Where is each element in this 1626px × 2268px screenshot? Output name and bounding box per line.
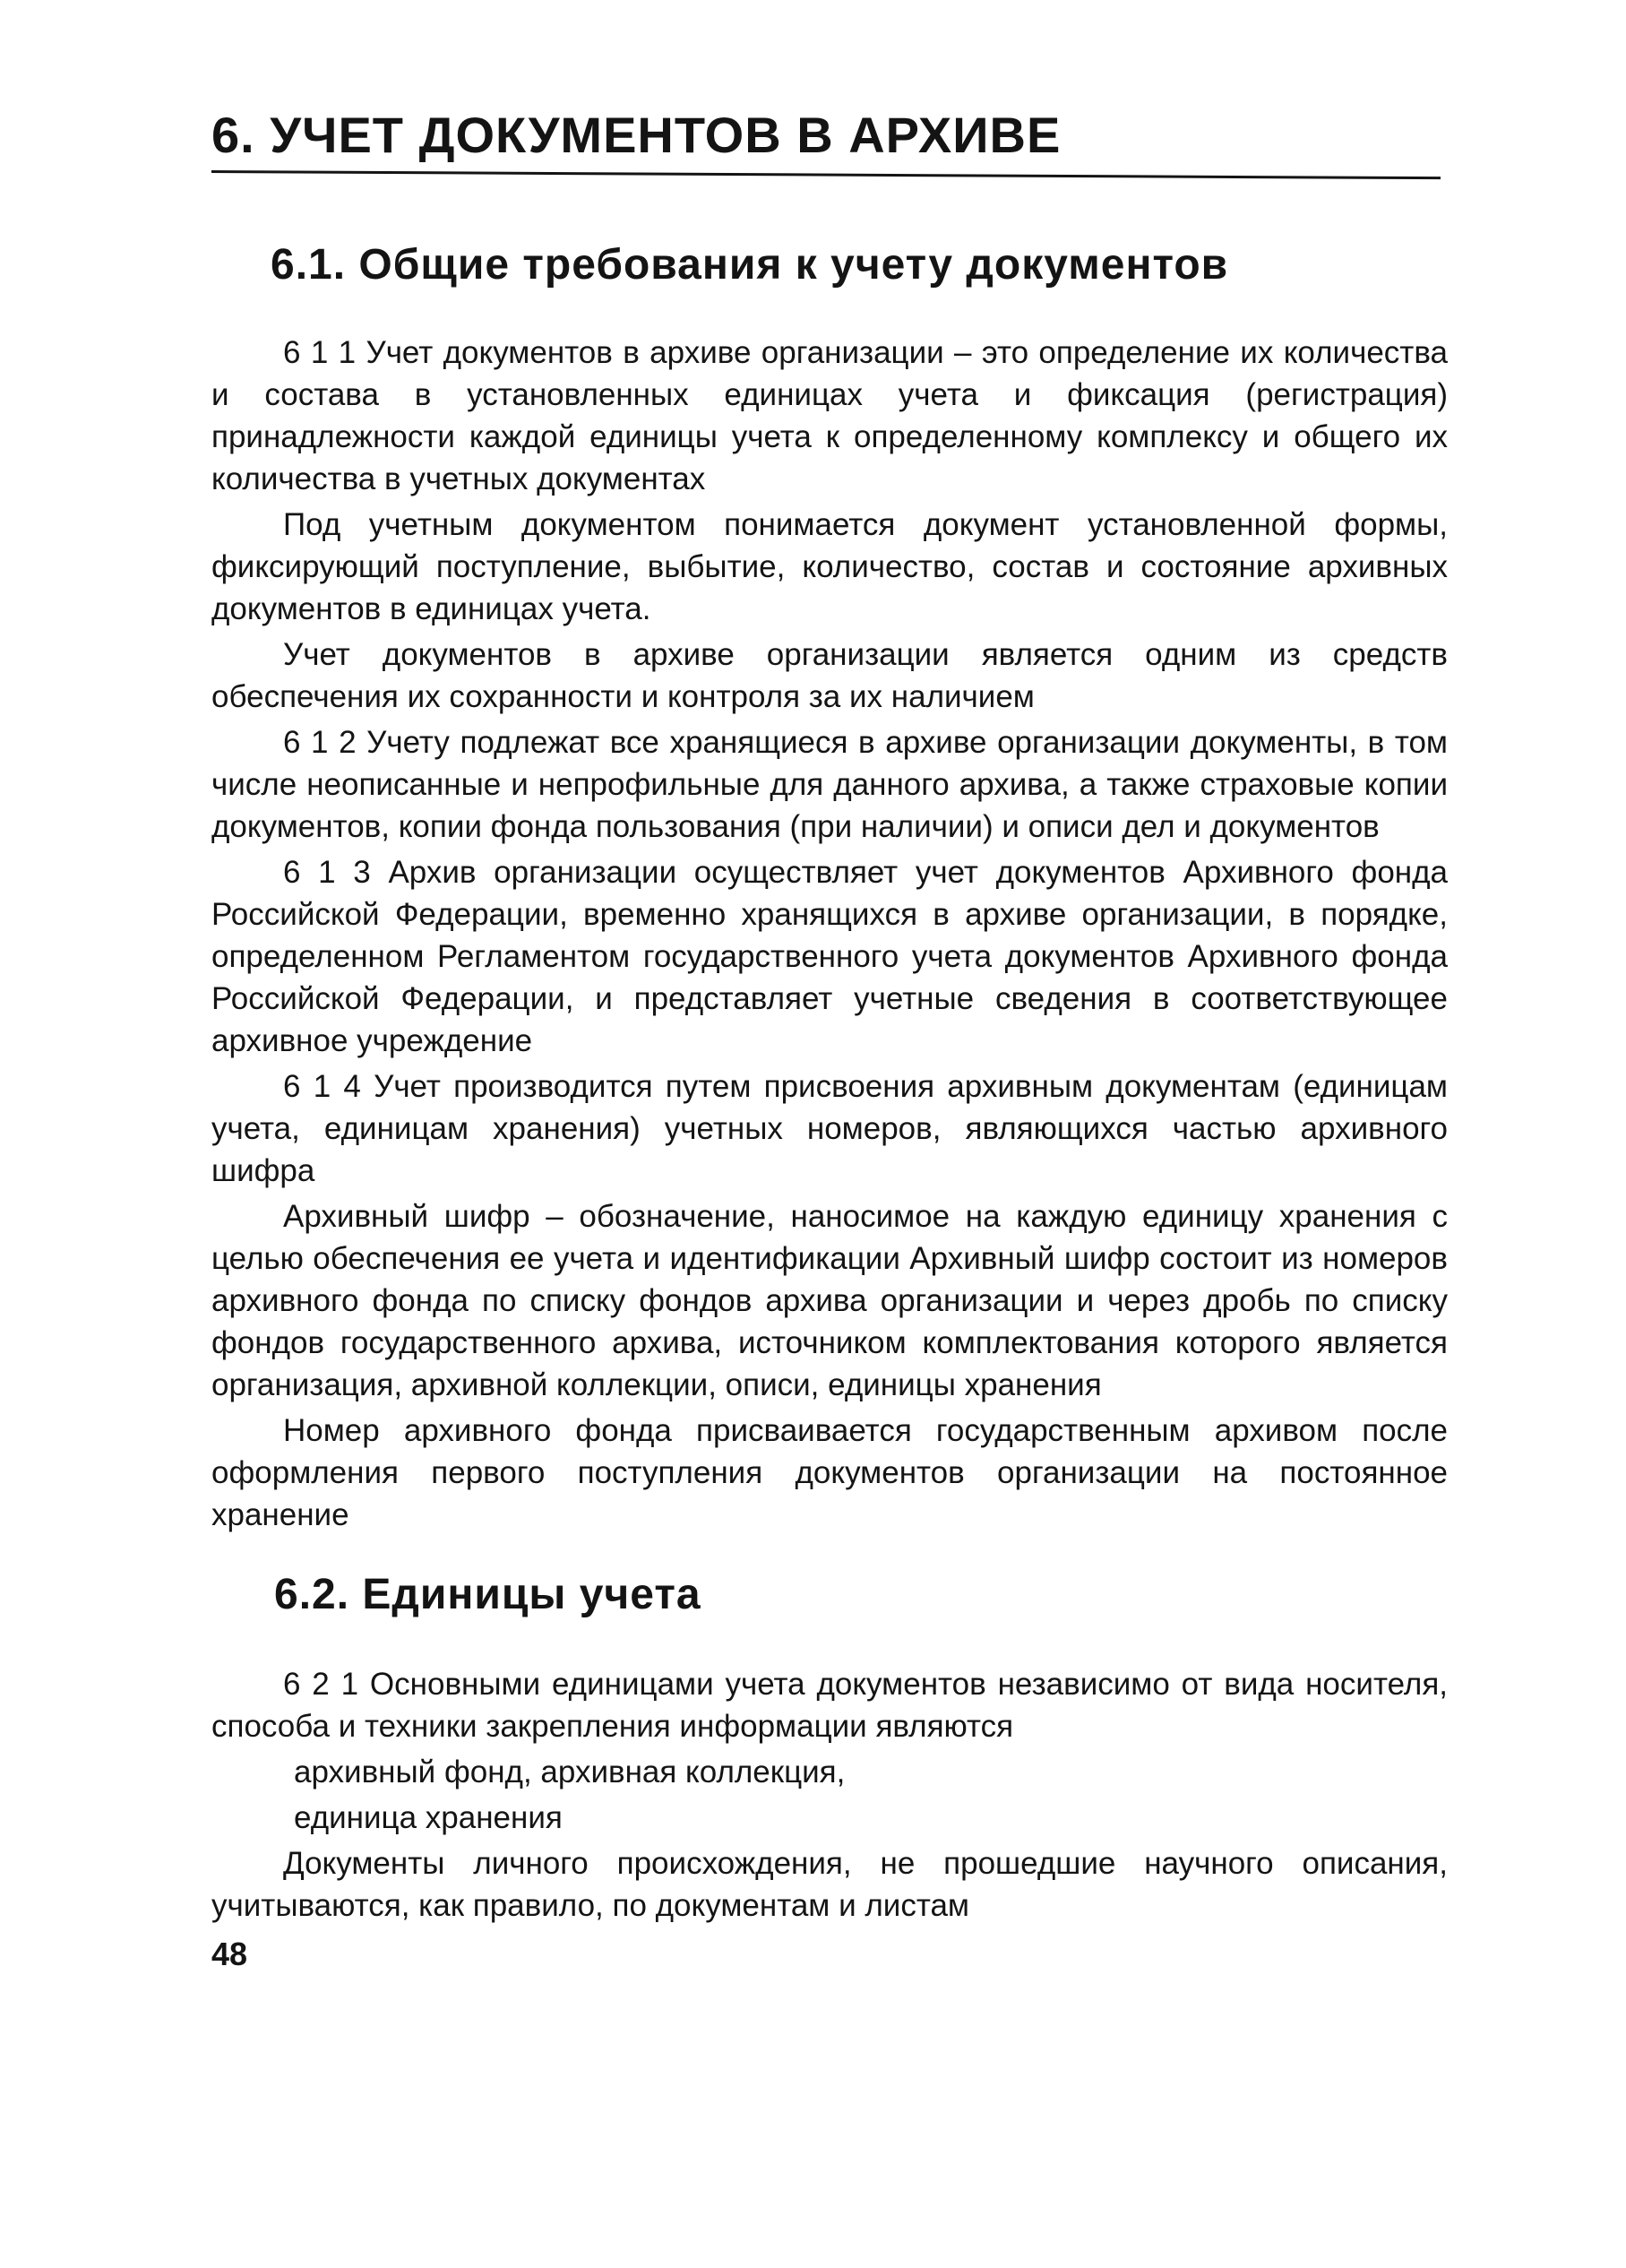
- chapter-title-underline: [211, 170, 1441, 179]
- section-6-2-body: [211, 1663, 1448, 1930]
- section-title-6-2: 6.2. Единицы учета: [274, 1571, 701, 1618]
- chapter-title: 6. УЧЕТ ДОКУМЕНТОВ В АРХИВЕ: [211, 107, 1062, 163]
- page-number: 48: [211, 1936, 248, 1972]
- paragraph-6-1-3: 6 1 3 Архив организации осуществляет учет документов Архивного фонда Российской Федерации, временно хранящихся в архиве организации, в порядке, определенном Регламентом государственного учета документов Архивного фонда Российской Федерации, и представляет учетные сведения в соответствующее архивное учреждение: [211, 855, 1448, 1058]
- section-6-1-body: [211, 332, 1448, 1539]
- list-item-fund-collection: архивный фонд, архивная коллекция,: [294, 1755, 846, 1789]
- paragraph-fund-number-assignment: Номер архивного фонда присваивается государственным архивом после оформления первого поступления документов организации на постоянное хранение: [211, 1413, 1448, 1532]
- paragraph-6-2-1: 6 2 1 Основными единицами учета документов независимо от вида носителя, способа и техники закрепления информации являются: [211, 1667, 1448, 1744]
- section-title-6-1: 6.1. Общие требования к учету документов: [271, 241, 1229, 289]
- paragraph-accounting-document-definition: Под учетным документом понимается документ установленной формы, фиксирующий поступление, выбытие, количество, состав и состояние архивных документов в единицах учета.: [211, 507, 1448, 626]
- paragraph-6-1-2: 6 1 2 Учету подлежат все хранящиеся в архиве организации документы, в том числе неописанные и непрофильные для данного архива, а также страховые копии документов, копии фонда пользования (при наличии) и описи дел и документов: [211, 725, 1448, 844]
- paragraph-6-1-4: 6 1 4 Учет производится путем присвоения архивным документам (единицам учета, единицам хранения) учетных номеров, являющихся частью архивного шифра: [211, 1069, 1448, 1188]
- paragraph-archive-cipher-definition: Архивный шифр – обозначение, наносимое на каждую единицу хранения с целью обеспечения ее учета и идентификации Архивный шифр состоит из номеров архивного фонда по списку фондов архива организации и через дробь по списку фондов государственного архива, источником комплектования которого является организация, архивной коллекции, описи, единицы хранения: [211, 1199, 1448, 1402]
- paragraph-personal-documents: Документы личного происхождения, не прошедшие научного описания, учитываются, как правило, по документам и листам: [211, 1846, 1448, 1923]
- list-item-storage-unit: единица хранения: [294, 1800, 563, 1835]
- paragraph-accounting-purpose: Учет документов в архиве организации является одним из средств обеспечения их сохранности и контроля за их наличием: [211, 637, 1448, 714]
- paragraph-6-1-1: 6 1 1 Учет документов в архиве организации – это определение их количества и состава в установленных единицах учета и фиксация (регистрация) принадлежности каждой единицы учета к определенному комплексу и общего их количества в учетных документах: [211, 335, 1448, 496]
